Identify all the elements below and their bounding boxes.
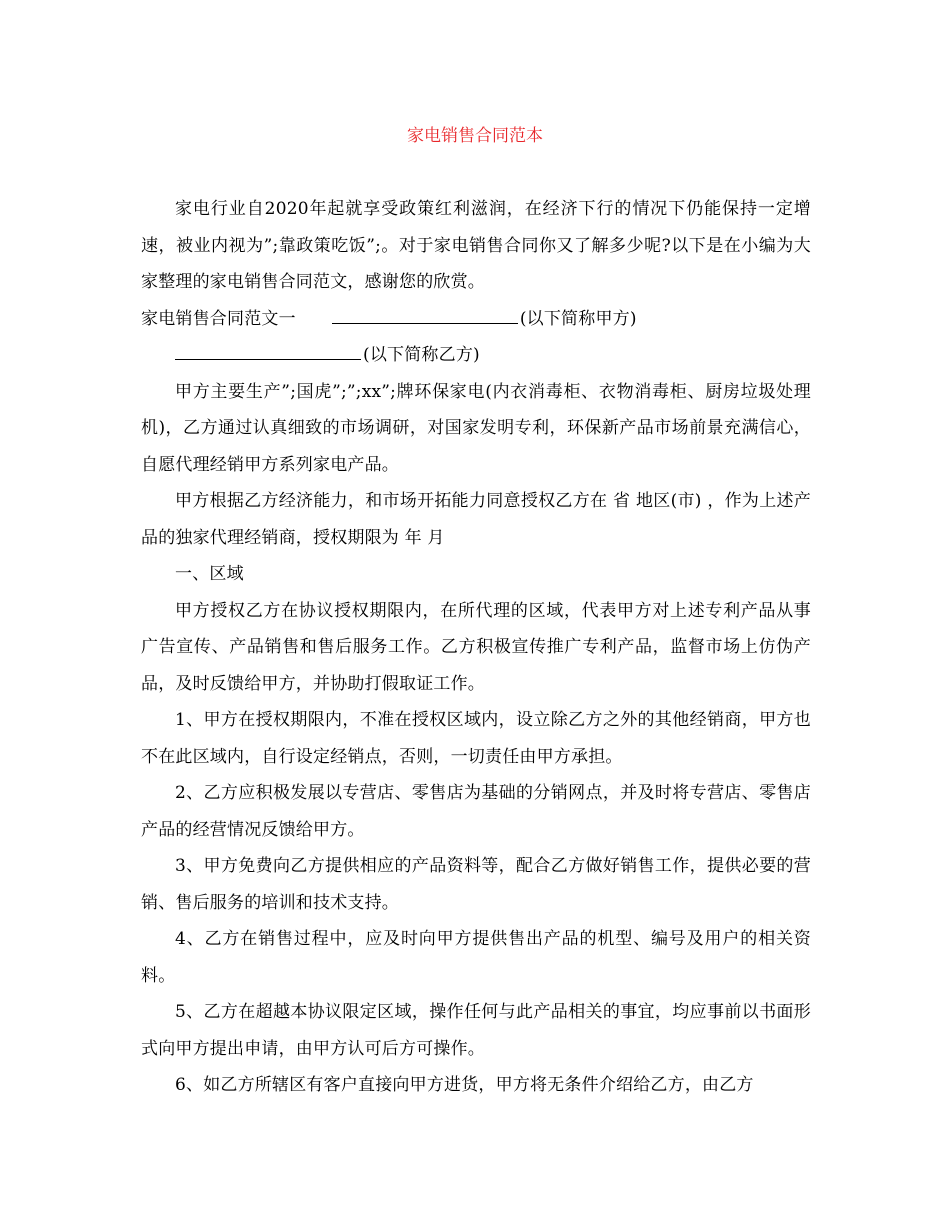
party-a-blank xyxy=(332,301,518,324)
party-a-suffix: (以下简称甲方) xyxy=(519,308,637,329)
clause-2: 2、乙方应积极发展以专营店、零售店为基础的分销网点，并及时将专营店、零售店产品的经营情况反馈给甲方。 xyxy=(141,783,811,840)
clause-4: 4、乙方在销售过程中，应及时向甲方提供售出产品的机型、编号及用户的相关资料。 xyxy=(141,929,811,986)
clause-3: 3、甲方免费向乙方提供相应的产品资料等，配合乙方做好销售工作，提供必要的营销、售后服务的培训和技术支持。 xyxy=(141,856,811,913)
document-body xyxy=(141,191,811,1104)
sample-heading: 家电销售合同范文一 xyxy=(141,308,296,329)
document-title: 家电销售合同范本 xyxy=(407,126,543,146)
party-a-line xyxy=(141,301,811,338)
party-b-suffix: (以下简称乙方) xyxy=(363,345,480,365)
party-b-blank xyxy=(175,337,361,360)
intro-paragraph: 家电行业自2020年起就享受政策红利滋润，在经济下行的情况下仍能保持一定增速，被业内视为”;靠政策吃饭”;。对于家电销售合同你又了解多少呢?以下是在小编为大家整理的家电销售合同范文，感谢您的欣赏。 xyxy=(141,199,811,292)
paragraph-products: 甲方主要生产”;国虎”;”;xx”;牌环保家电(内衣消毒柜、衣物消毒柜、厨房垃圾处理机)，乙方通过认真细致的市场调研，对国家发明专利，环保新产品市场前景充满信心，自愿代理经销甲方系列家电产品。 xyxy=(141,381,811,475)
section-heading-region: 一、区域 xyxy=(175,564,244,584)
clause-1: 1、甲方在授权期限内，不准在授权区域内，设立除乙方之外的其他经销商，甲方也不在此区域内，自行设定经销点，否则，一切责任由甲方承担。 xyxy=(141,710,811,767)
paragraph-authorization: 甲方根据乙方经济能力，和市场开拓能力同意授权乙方在 省 地区(市) ，作为上述产品的独家代理经销商，授权期限为 年 月 xyxy=(141,491,811,548)
paragraph-region: 甲方授权乙方在协议授权期限内，在所代理的区域，代表甲方对上述专利产品从事广告宣传、产品销售和售后服务工作。乙方积极宣传推广专利产品，监督市场上仿伪产品，及时反馈给甲方，并协助打假取证工作。 xyxy=(141,600,811,694)
clause-6: 6、如乙方所辖区有客户直接向甲方进货，甲方将无条件介绍给乙方，由乙方 xyxy=(175,1075,754,1095)
party-b-line xyxy=(141,337,811,374)
clause-5: 5、乙方在超越本协议限定区域，操作任何与此产品相关的事宜，均应事前以书面形式向甲方提出申请，由甲方认可后方可操作。 xyxy=(141,1002,811,1059)
